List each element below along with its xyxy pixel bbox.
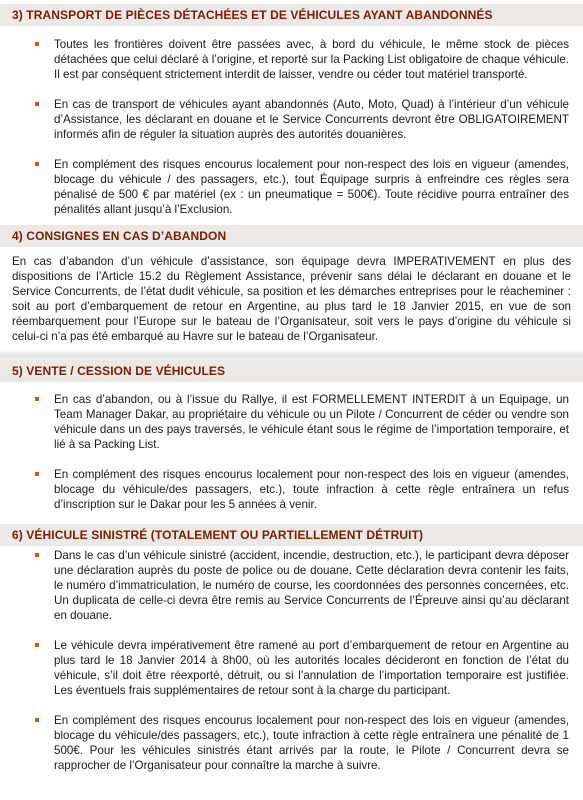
section-3-list	[0, 37, 583, 217]
bullet-icon	[35, 472, 39, 476]
bullet-icon	[35, 553, 39, 557]
bullet-icon	[35, 102, 39, 106]
section-6-list	[0, 548, 583, 773]
list-item	[0, 548, 583, 623]
list-item-text: En complément des risques encourus localement pour non-respect des lois en vigueur (amendes, blocage du véhicule/des passagers, etc.), toute infraction à cette règle entraînera une pénalité de 1 500€. Pour les véhicules sinistrés étant arrivés par la route, le Pilote / Concurrent devra se rapprocher de l’Organisateur pour connaître la marche à suivre.	[54, 714, 569, 772]
list-item	[0, 713, 583, 773]
section-5-heading: 5) VENTE / CESSION DE VÉHICULES	[0, 360, 583, 382]
list-item-text: Dans le cas d’un véhicule sinistré (accident, incendie, destruction, etc.), le participant devra déposer une déclaration auprès du poste de police ou de douane. Cette déclaration devra contenir les faits, le numéro d’immatriculation, le numéro de course, les coordonnées des personnes concernées, etc. Un duplicata de celle-ci devra être remis au Service Concurrents de l’Épreuve ainsi qu’au déclarant en douane.	[54, 549, 569, 622]
bullet-icon	[35, 42, 39, 46]
bullet-icon	[35, 718, 39, 722]
list-item	[0, 157, 583, 217]
list-item-text: En cas d’abandon, ou à l’issue du Rallye, il est FORMELLEMENT INTERDIT à un Equipage, un Team Manager Dakar, au propriétaire du véhicule ou un Pilote / Concurrent de céder ou vendre son véhicule dans un des pays traversés, le véhicule étant sous le régime de l’importation temporaire, et lié à sa Packing List.	[54, 393, 569, 451]
list-item	[0, 97, 583, 142]
section-5-list	[0, 392, 583, 512]
section-6-heading: 6) VÉHICULE SINISTRÉ (TOTALEMENT OU PARTIELLEMENT DÉTRUIT)	[0, 524, 583, 546]
bullet-icon	[35, 643, 39, 647]
bullet-icon	[35, 162, 39, 166]
list-item-text: Toutes les frontières doivent être passées avec, à bord du véhicule, le même stock de pièces détachées que celui déclaré à l’origine, et reporté sur la Packing List obligatoire de chaque véhicule. Il est par conséquent strictement interdit de laisser, vendre ou céder tout matériel transporté.	[54, 38, 569, 81]
list-item-text: En complément des risques encourus localement pour non-respect des lois en vigueur (amendes, blocage du véhicule/des passagers, etc.), toute infraction à cette règle entraînera un refus d’inscription sur le Dakar pour les 5 années à venir.	[54, 468, 569, 511]
section-4-paragraph: En cas d’abandon d’un véhicule d’assistance, son équipage devra IMPERATIVEMENT en plus des dispositions de l’Article 15.2 du Règlement Assistance, prévenir sans délai le déclarant en douane et le Service Concurrents, de l’état dudit véhicule, sa position et les démarches entreprises pour le réacheminer : soit au port d’embarquement de retour en Argentine, au plus tard le 18 Janvier 2015, en vue de son réembarquement pour l’Europe sur le bateau de l’Organisateur, soit vers le pays d’origine du véhicule si celui-ci n’a pas été embarqué au Havre sur le bateau de l’Organisateur.	[12, 255, 571, 343]
list-item	[0, 467, 583, 512]
list-item	[0, 37, 583, 82]
section-4-heading: 4) CONSIGNES EN CAS D’ABANDON	[0, 225, 583, 247]
list-item-text: En complément des risques encourus localement pour non-respect des lois en vigueur (amendes, blocage du véhicule / des passagers, etc.), tout Équipage surpris à enfreindre ces règles sera pénalisé de 500 € par matériel (ex : un pneumatique = 500€). Toute récidive pourra entraîner des pénalités allant jusqu’à l’Exclusion.	[54, 158, 569, 216]
list-item-text: En cas de transport de véhicules ayant abandonnés (Auto, Moto, Quad) à l’intérieur d’un véhicule d’Assistance, les déclarant en douane et le Service Concurrents devront être OBLIGATOIREMENT informés afin de réguler la situation auprès des autorités douanières.	[54, 98, 569, 141]
list-item-text: Le véhicule devra impérativement être ramené au port d’embarquement de retour en Argentine au plus tard le 18 Janvier 2014 à 8h00, où les autorités locales décideront en fonction de l’état du véhicule, s’il doit être réexporté, détruit, ou si l’annulation de l’importation temporaire est justifiée. Les éventuels frais supplémentaires de retour sont à la charge du participant.	[54, 639, 569, 697]
list-item	[0, 638, 583, 698]
bullet-icon	[35, 397, 39, 401]
section-3-heading: 3) TRANSPORT DE PIÈCES DÉTACHÉES ET DE VÉHICULES AYANT ABANDONNÉS	[0, 4, 583, 26]
list-item	[0, 392, 583, 452]
page-divider	[0, 350, 583, 360]
